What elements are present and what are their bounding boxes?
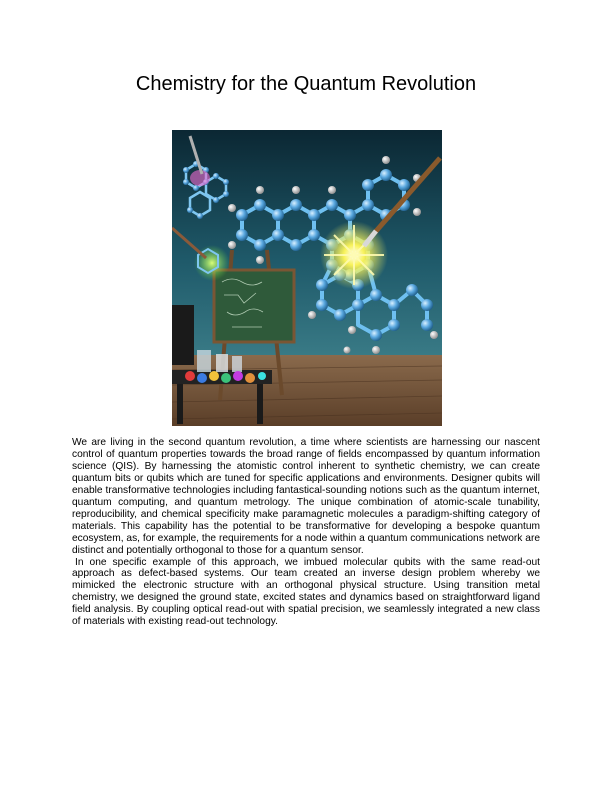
cover-illustration <box>172 130 442 426</box>
body-text <box>72 437 540 628</box>
wooden-floor <box>172 355 442 426</box>
page-title: Chemistry for the Quantum Revolution <box>135 73 477 95</box>
paragraph-2: In one specific example of this approach, we imbued molecular qubits with the same read-out approach as defect-based systems. Our team created an inverse design problem whereby we mimicked the electronic structure with an orthogonal physical structure. Using transition metal chemistry, we designed the ground state, excited states and dynamics based on straightforward ligand field analysis. By coupling optical read-out with spatial precision, we seamlessly integrated a new class of materials with existing read-out technology. <box>72 556 540 628</box>
paragraph-1: We are living in the second quantum revolution, a time where scientists are harnessing our nascent control of quantum properties towards the broad range of fields encompassed by quantum information science (QIS). By harnessing the atomistic control inherent to synthetic chemistry, we can create quantum bits or qubits which are tuned for specific applications and environments. Designer qubits will enable transformative technologies including fantastical-sounding notions such as the quantum internet, quantum computing, and quantum metrology. The unique combination of atomic-scale tunability, reproducibility, and chemical specificity make paramagnetic molecules a paradigm-shifting category of materials. This capability has the potential to be transformative for developing a bespoke quantum ecosystem, as, for example, the requirements for a node within a quantum communications network are distinct and potentially orthogonal to those for a quantum sensor. <box>72 437 540 556</box>
